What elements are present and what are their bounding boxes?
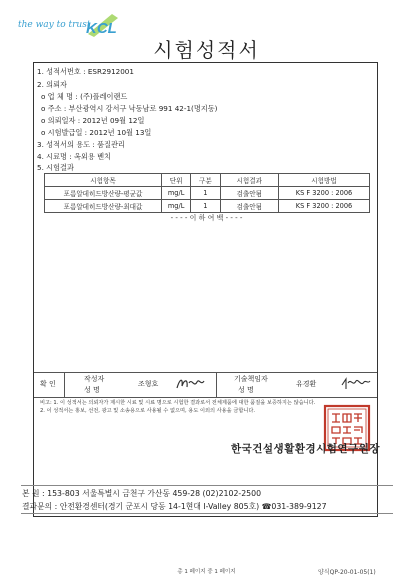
- approver-name-label: 성 명: [238, 386, 254, 394]
- cell-unit: mg/L: [162, 200, 191, 213]
- author-name: 조형호: [138, 380, 159, 388]
- cell-method: KS F 3200 : 2006: [279, 187, 370, 200]
- request-date: o 의뢰일자 : 2012년 09월 12일: [41, 116, 145, 125]
- institute-name: 한국건설생활환경시험연구원장: [230, 443, 380, 455]
- header-unit: 단위: [162, 174, 191, 187]
- author-name-label: 성 명: [84, 386, 100, 394]
- note-line-1: 비고: 1. 이 성적서는 의뢰자가 제시한 시료 및 시료 명으로 시험한 결과로서 전체제품에 대한 품질을 보증하지는 않습니다.: [40, 400, 316, 406]
- purpose: 3. 성적서의 용도 : 품질관리: [37, 140, 125, 149]
- address: o 주소 : 부산광역시 강서구 낙동남로 991 42-1(명지동): [41, 104, 218, 113]
- signature-row: [34, 372, 377, 398]
- cell-method: KS F 3200 : 2006: [279, 200, 370, 213]
- header-test-item: 시험항목: [45, 174, 162, 187]
- cert-number: 1. 성적서번호 : ESR2912001: [37, 67, 134, 76]
- form-number: 양식QP-20-01-05(1): [318, 569, 376, 576]
- header-result: 시험결과: [220, 174, 279, 187]
- table-row: [45, 187, 370, 200]
- cell-test-item: 포름알데히드방산량-최대값: [45, 200, 162, 213]
- document-title: 시험성적서: [153, 38, 260, 62]
- approver-role: 기술책임자: [234, 375, 268, 383]
- tagline: the way to trust: [18, 20, 91, 30]
- footer-divider: [21, 485, 393, 486]
- approver-name: 유경환: [296, 380, 317, 388]
- cell-division: 1: [191, 200, 220, 213]
- author-signature: [174, 374, 208, 394]
- header-method: 시험방법: [279, 174, 370, 187]
- cell-result: 검출안됨: [220, 200, 279, 213]
- cell-test-item: 포름알데히드방산량-평균값: [45, 187, 162, 200]
- author-role: 작성자: [84, 375, 105, 383]
- results-table: [44, 173, 370, 213]
- page-number: 총 1 페이지 중 1 페이지: [177, 569, 236, 575]
- issue-date: o 시험발급일 : 2012년 10월 13일: [41, 128, 152, 137]
- company-name: o 업 체 명 : (주)플레이랜드: [41, 92, 128, 101]
- note-line-2: 2. 이 성적서는 홍보, 선전, 광고 및 소송용으로 사용될 수 없으며, 용도 이외의 사용을 금합니다.: [40, 408, 256, 414]
- approver-signature: [340, 375, 372, 393]
- applicant-heading: 2. 의뢰자: [37, 80, 67, 89]
- cell-division: 1: [191, 187, 220, 200]
- confirm-label: 확 인: [40, 380, 56, 388]
- end-mark: - - - - 이 하 여 백 - - - -: [170, 214, 243, 222]
- header-division: 구분: [191, 174, 220, 187]
- logo-text: KCL: [86, 20, 117, 37]
- cell-unit: mg/L: [162, 187, 191, 200]
- branch-contact: 결과문의 : 안전환경센터(경기 군포시 당동 14-1현대 I-Valley 805호) ☎031-389-9127: [22, 502, 327, 511]
- footer-divider: [21, 513, 393, 514]
- results-heading: 5. 시험결과: [37, 163, 74, 172]
- head-office-address: 본 원 : 153-803 서울특별시 금천구 가산동 459-28 (02)2102-2500: [22, 489, 262, 498]
- table-row: [45, 200, 370, 213]
- table-header-row: [45, 174, 370, 187]
- sample-name: 4. 시료명 : 옥외용 벤치: [37, 152, 111, 161]
- cell-result: 검출안됨: [220, 187, 279, 200]
